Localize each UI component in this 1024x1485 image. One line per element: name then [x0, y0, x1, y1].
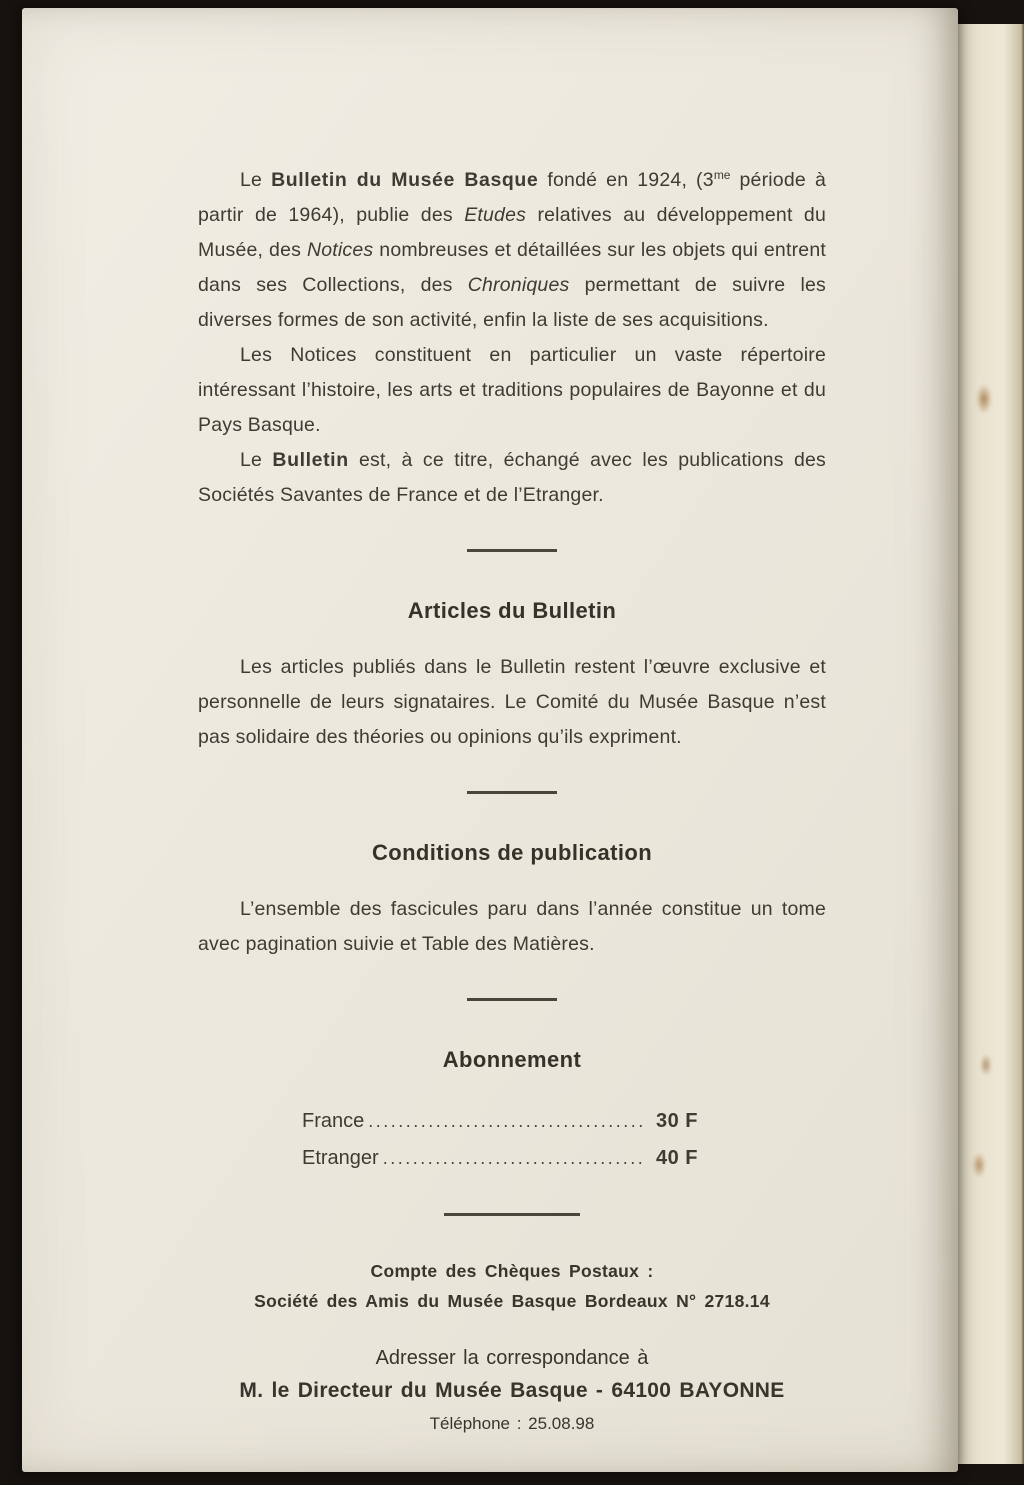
text-run: période à partir de 1964), publie des	[198, 169, 826, 226]
page	[22, 8, 958, 1472]
postal-account-number: Société des Amis du Musée Basque Bordeaux N° 2718.14	[254, 1291, 770, 1311]
subscription-country: France	[302, 1110, 365, 1132]
correspondence-block	[198, 1342, 826, 1438]
text-run: Le	[240, 449, 273, 471]
subscription-row	[302, 1103, 722, 1140]
postal-account-label: Compte des Chèques Postaux :	[370, 1261, 654, 1281]
divider	[444, 1213, 580, 1216]
stain	[980, 1054, 992, 1076]
text-run-bold: Bulletin	[272, 449, 349, 471]
articles-section-body: Les articles publiés dans le Bulletin restent l’œuvre exclusive et personnelle de leurs signataires. Le Comité du Musée Basque n’est pas solidaire des théories ou opinions qu’ils expriment.	[198, 656, 826, 748]
postal-account-block	[198, 1256, 826, 1316]
intro-paragraph-2: Les Notices constituent en particulier un vaste répertoire intéressant l’histoire, les arts et traditions populaires de Bayonne et du Pays Basque.	[198, 344, 826, 436]
articles-section-title: Articles du Bulletin	[407, 598, 617, 623]
divider	[467, 998, 557, 1001]
dot-leader	[368, 1103, 646, 1140]
stain	[976, 384, 992, 414]
subscription-country: Etranger	[302, 1147, 379, 1169]
text-run: relatives au développement du Musée, des	[198, 204, 826, 261]
text-run-superscript: me	[713, 168, 731, 182]
correspondence-intro: Adresser la correspondance à	[375, 1347, 649, 1369]
text-run: permettant de suivre les diverses formes de son activité, enfin la liste de ses acquisitions.	[198, 274, 826, 331]
text-run: fondé en 1924, (3	[538, 169, 714, 191]
divider	[467, 549, 557, 552]
text-run: est, à ce titre, échangé avec les publications des Sociétés Savantes de France et de l’Etranger.	[198, 449, 826, 506]
intro-paragraph-1	[198, 158, 826, 338]
text-run-italic: Notices	[306, 239, 374, 261]
text-run-italic: Chroniques	[467, 274, 570, 296]
subscription-row	[302, 1140, 722, 1177]
intro-paragraph-3	[198, 443, 826, 513]
subscription-price: 30 F	[656, 1110, 699, 1132]
conditions-section-body: L’ensemble des fascicules paru dans l’année constitue un tome avec pagination suivie et Table des Matières.	[198, 898, 826, 955]
subscription-section-title: Abonnement	[442, 1047, 582, 1072]
text-run: Le	[240, 169, 272, 191]
dot-leader	[383, 1140, 646, 1177]
text-run-italic: Etudes	[464, 204, 527, 226]
text-run-bold: Bulletin du Musée Basque	[271, 169, 539, 191]
subscription-table	[302, 1103, 722, 1177]
page-content	[198, 158, 826, 1438]
conditions-section-title: Conditions de publication	[371, 840, 653, 865]
correspondence-address: M. le Directeur du Musée Basque - 64100 BAYONNE	[239, 1379, 785, 1402]
subscription-price: 40 F	[656, 1147, 699, 1169]
divider	[467, 791, 557, 794]
next-page-edge	[950, 24, 1024, 1464]
text-run: nombreuses et détaillées sur les objets qui entrent dans ses Collections, des	[198, 239, 826, 296]
stain	[972, 1152, 986, 1178]
telephone-line: Téléphone : 25.08.98	[429, 1414, 595, 1433]
